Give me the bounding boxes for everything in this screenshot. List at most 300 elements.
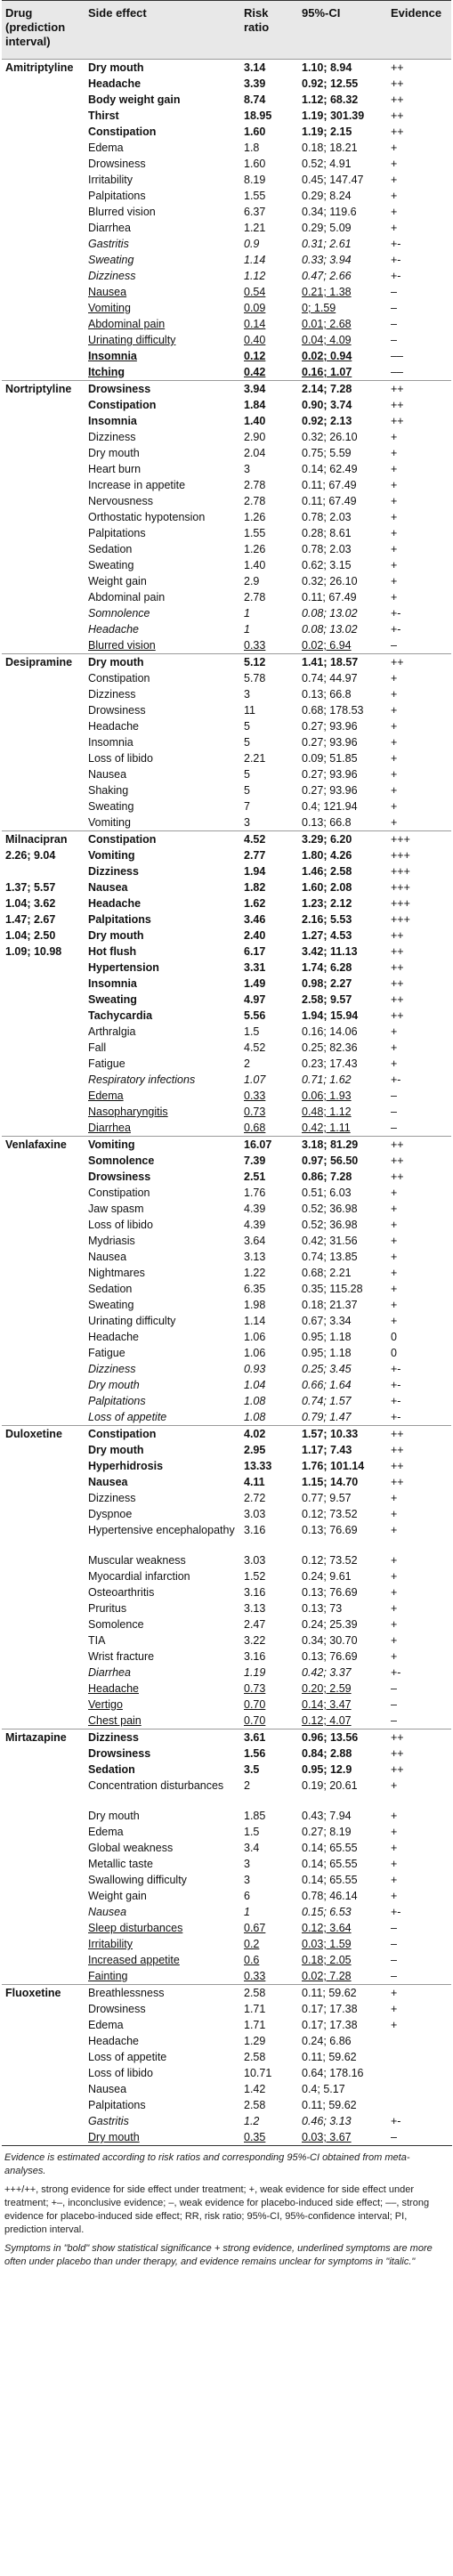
table-row [2, 1008, 451, 1024]
drug-cell-empty [2, 188, 85, 204]
ci-cell: 0.74; 13.85 [302, 1251, 358, 1263]
table-row [2, 1697, 451, 1713]
risk-ratio-cell: 2.95 [244, 1444, 266, 1456]
drug-cell-empty [2, 589, 85, 605]
evidence-cell: +++ [391, 865, 410, 878]
side-effect-cell: TIA [88, 1634, 106, 1647]
risk-ratio-cell: 1.71 [244, 2003, 266, 2015]
table-row [2, 284, 451, 300]
drug-name: Desipramine [2, 654, 85, 671]
ci-cell: 0.27; 8.19 [302, 1826, 352, 1838]
side-effect-cell: Abdominal pain [88, 591, 166, 603]
risk-ratio-cell: 3 [244, 816, 250, 829]
risk-ratio-cell: 1.26 [244, 511, 266, 523]
risk-ratio-cell: 2.21 [244, 752, 266, 765]
ci-cell: 0.13; 73 [302, 1602, 343, 1615]
ci-cell: 3.42; 11.13 [302, 945, 358, 958]
risk-ratio-cell: 5 [244, 768, 250, 781]
drug-cell-empty [2, 445, 85, 461]
side-effect-cell: Weight gain [88, 1890, 147, 1902]
table-row [2, 397, 451, 413]
table-row [2, 140, 451, 156]
ci-cell: 0.31; 2.61 [302, 238, 352, 250]
prediction-interval: 2.26; 9.04 [5, 849, 56, 862]
side-effect-cell: Increase in appetite [88, 479, 186, 491]
ci-cell: 0.67; 3.34 [302, 1315, 352, 1327]
evidence-cell: ++ [391, 93, 404, 106]
risk-ratio-cell: 6.35 [244, 1283, 266, 1295]
ci-cell: 0.27; 93.96 [302, 768, 358, 781]
risk-ratio-cell: 3 [244, 1874, 250, 1886]
evidence-cell: + [391, 800, 398, 813]
side-effect-cell: Weight gain [88, 575, 147, 587]
evidence-cell: ++ [391, 126, 404, 138]
drug-cell-empty [2, 1056, 85, 1072]
ci-cell: 0.66; 1.64 [302, 1379, 352, 1391]
ci-cell: 0.79; 1.47 [302, 1411, 352, 1423]
risk-ratio-cell: 1.98 [244, 1299, 266, 1311]
evidence-cell: 0 [391, 1347, 397, 1359]
risk-ratio-cell: 1.07 [244, 1073, 266, 1086]
side-effect-cell: Drowsiness [88, 1747, 151, 1760]
drug-cell-empty [2, 284, 85, 300]
table-row [2, 316, 451, 332]
drug-cell-empty [2, 2033, 85, 2049]
drug-name: Milnacipran [2, 831, 85, 848]
ci-cell: 0.77; 9.57 [302, 1492, 352, 1504]
side-effect-cell: Gastritis [88, 238, 129, 250]
ci-cell: 1.10; 8.94 [298, 60, 387, 77]
risk-ratio-cell: 3.13 [244, 1251, 266, 1263]
side-effect-cell: Headache [88, 720, 139, 733]
side-effect-cell: Hypertension [88, 961, 159, 974]
side-effect-cell: Loss of appetite [88, 2051, 167, 2063]
risk-ratio-cell: 3.31 [244, 961, 266, 974]
side-effect-cell: Dizziness [88, 270, 136, 282]
side-effect-cell: Vomiting [85, 1137, 240, 1154]
risk-ratio-cell: 1.8 [244, 142, 260, 154]
ci-cell: 0.35; 115.28 [302, 1283, 363, 1295]
ci-cell: 0.4; 5.17 [302, 2083, 345, 2095]
drug-cell-empty [2, 108, 85, 124]
ci-cell: 0.19; 20.61 [302, 1779, 358, 1792]
table-row [2, 734, 451, 750]
side-effect-cell: Sedation [88, 1283, 133, 1295]
drug-cell-empty [2, 477, 85, 493]
side-effect-cell: Edema [88, 142, 124, 154]
risk-ratio-cell: 3.5 [244, 1763, 260, 1776]
evidence-cell: ++ [391, 399, 404, 411]
drug-cell-empty [2, 1665, 85, 1681]
side-effect-cell: Hot flush [88, 945, 137, 958]
ci-cell: 0.34; 30.70 [302, 1634, 358, 1647]
risk-ratio-cell: 0.73 [244, 1682, 266, 1695]
risk-ratio-cell: 1.06 [244, 1347, 266, 1359]
risk-ratio-cell: 0.54 [244, 286, 266, 298]
evidence-cell: + [391, 1634, 398, 1647]
table-row [2, 124, 451, 140]
side-effect-cell: Constipation [88, 1187, 150, 1199]
ci-cell: 1.94; 15.94 [302, 1009, 359, 1022]
side-effect-cell: Wrist fracture [88, 1650, 155, 1663]
drug-cell-empty [2, 2113, 85, 2129]
side-effect-cell: Nausea [88, 1476, 128, 1488]
drug-cell-empty [2, 220, 85, 236]
evidence-cell [387, 2081, 451, 2097]
drug-cell-empty [2, 1808, 85, 1824]
drug-cell-empty [2, 316, 85, 332]
risk-ratio-cell: 1.40 [244, 415, 266, 427]
evidence-cell: ++ [387, 381, 451, 398]
ci-cell: 0.64; 178.16 [302, 2067, 364, 2079]
drug-cell-empty [2, 718, 85, 734]
drug-cell-empty [2, 1616, 85, 1632]
evidence-cell: + [391, 704, 398, 717]
table-row [2, 1824, 451, 1840]
evidence-cell: + [391, 816, 398, 829]
evidence-cell: + [391, 222, 398, 234]
side-effect-cell: Sweating [88, 559, 134, 571]
drug-cell-empty [2, 156, 85, 172]
drug-cell-empty [2, 124, 85, 140]
risk-ratio-cell: 1.08 [244, 1395, 266, 1407]
drug-cell-empty [2, 525, 85, 541]
drug-cell-empty [2, 798, 85, 814]
side-effect-cell: Thirst [88, 109, 119, 122]
ci-cell: 0.28; 8.61 [302, 527, 352, 539]
risk-ratio-cell: 3 [244, 463, 250, 475]
risk-ratio-cell: 2.04 [244, 447, 266, 459]
ci-cell: 0.16; 1.07 [302, 366, 352, 378]
risk-ratio-cell: 1.14 [244, 254, 266, 266]
side-effect-cell: Jaw spasm [88, 1203, 144, 1215]
side-effect-cell: Edema [88, 2019, 124, 2031]
evidence-cell: +- [391, 238, 401, 250]
side-effect-cell: Drowsiness [88, 1171, 151, 1183]
table-row [2, 1936, 451, 1952]
drug-cell-empty [2, 364, 85, 381]
risk-ratio-cell: 1.26 [244, 543, 266, 555]
risk-ratio-cell: 2.51 [244, 1171, 266, 1183]
table-row [2, 879, 451, 895]
side-effect-cell: Vertigo [88, 1698, 123, 1711]
ci-cell: 1.15; 14.70 [302, 1476, 359, 1488]
side-effect-cell: Sedation [88, 1763, 135, 1776]
ci-cell: 0.14; 65.55 [302, 1842, 358, 1854]
table-row [2, 1729, 451, 1746]
drug-cell-empty [2, 172, 85, 188]
table-row [2, 1153, 451, 1169]
risk-ratio-cell: 7 [244, 800, 250, 813]
risk-ratio-cell: 2.72 [244, 1492, 266, 1504]
risk-ratio-cell: 1.21 [244, 222, 266, 234]
ci-cell: 3.29; 6.20 [298, 831, 387, 848]
side-effect-cell: Dizziness [88, 688, 136, 701]
risk-ratio-cell: 1.84 [244, 399, 266, 411]
drug-name: Venlafaxine [2, 1137, 85, 1154]
side-effect-cell: Global weakness [88, 1842, 174, 1854]
side-effect-cell: Somolence [88, 1618, 144, 1631]
ci-cell: 0.14; 3.47 [302, 1698, 352, 1711]
evidence-cell: ++ [387, 654, 451, 671]
evidence-cell: +++ [387, 831, 451, 848]
evidence-cell: – [391, 334, 397, 346]
evidence-cell: – [391, 1106, 397, 1118]
risk-ratio-cell: 1.82 [244, 881, 266, 894]
ci-cell: 1.19; 2.15 [302, 126, 352, 138]
side-effect-cell: Fall [88, 1041, 107, 1054]
side-effect-cell: Drowsiness [88, 704, 146, 717]
evidence-cell: + [391, 672, 398, 685]
drug-cell-empty [2, 1185, 85, 1201]
table-row [2, 1393, 451, 1409]
table-row [2, 1522, 451, 1552]
header-ci: 95%-CI [298, 1, 387, 60]
drug-cell-empty [2, 1936, 85, 1952]
risk-ratio-cell: 2.78 [244, 495, 266, 507]
evidence-cell: + [391, 495, 398, 507]
table-row [2, 895, 451, 911]
side-effect-cell: Blurred vision [88, 206, 156, 218]
risk-ratio-cell: 3.46 [244, 913, 266, 926]
header-side-effect: Side effect [85, 1, 240, 60]
risk-ratio-cell: 1.2 [244, 2115, 260, 2127]
ci-cell: 0.11; 67.49 [302, 591, 357, 603]
table-header [2, 1, 451, 60]
drug-cell-empty [2, 1872, 85, 1888]
risk-ratio-cell: 1.04 [244, 1379, 266, 1391]
ci-cell: 0.02; 0.94 [302, 350, 352, 362]
risk-ratio-cell: 0.09 [244, 302, 266, 314]
drug-cell-empty [2, 2129, 85, 2145]
ci-cell: 0.75; 5.59 [302, 447, 352, 459]
drug-cell-empty [2, 2001, 85, 2017]
evidence-cell: ++ [391, 1171, 404, 1183]
evidence-cell: + [391, 1890, 398, 1902]
drug-cell-empty [2, 976, 85, 992]
ci-cell: 0.18; 21.37 [302, 1299, 358, 1311]
side-effect-cell: Increased appetite [88, 1954, 180, 1966]
prediction-interval: 1.47; 2.67 [5, 913, 56, 926]
drug-cell-empty [2, 1361, 85, 1377]
ci-cell: 1.41; 18.57 [298, 654, 387, 671]
risk-ratio-cell: 1.49 [244, 977, 266, 990]
risk-ratio-cell: 2.78 [244, 591, 266, 603]
side-effect-cell: Fatigue [88, 1347, 125, 1359]
drug-cell-empty [2, 1632, 85, 1648]
side-effect-cell: Nausea [88, 2083, 127, 2095]
table-row [2, 782, 451, 798]
evidence-cell: + [391, 1025, 398, 1038]
side-effect-cell: Blurred vision [88, 639, 156, 652]
drug-cell-empty [2, 1648, 85, 1665]
evidence-cell: – [391, 1970, 397, 1982]
evidence-cell: + [391, 752, 398, 765]
footnote-evidence: Evidence is estimated according to risk ratios and corresponding 95%-CI obtained from meta-analyses. [4, 2152, 410, 2176]
drug-cell-empty [2, 1952, 85, 1968]
drug-cell-empty [2, 621, 85, 637]
ci-cell: 2.58; 9.57 [302, 993, 352, 1006]
drug-cell-empty [2, 573, 85, 589]
drug-cell-empty [2, 332, 85, 348]
table-row [2, 1490, 451, 1506]
table-row [2, 76, 451, 92]
side-effect-cell: Nervousness [88, 495, 153, 507]
side-effect-cell: Diarrhea [88, 222, 131, 234]
footnote-formatting: Symptoms in "bold" show statistical significance + strong evidence, underlined symptoms are more often under placebo than under therapy, and evidence remains unclear for symptoms in "italic." [4, 2243, 433, 2267]
evidence-cell: + [391, 463, 398, 475]
table-row [2, 1442, 451, 1458]
risk-ratio-cell: 5.56 [244, 1009, 266, 1022]
table-row [2, 1778, 451, 1808]
evidence-cell: + [391, 1570, 398, 1583]
table-row [2, 1426, 451, 1443]
evidence-cell: ++ [391, 945, 404, 958]
side-effect-cell: Dizziness [88, 1363, 136, 1375]
evidence-cell: ++ [391, 415, 404, 427]
table-row [2, 1713, 451, 1729]
table-row [2, 928, 451, 944]
risk-ratio-cell: 1.94 [244, 865, 266, 878]
drug-cell-empty [2, 750, 85, 766]
side-effect-cell: Sweating [88, 993, 137, 1006]
side-effect-cell: Tachycardia [88, 1009, 153, 1022]
drug-cell-empty [2, 1233, 85, 1249]
ci-cell: 0.90; 3.74 [302, 399, 352, 411]
ci-cell: 0.43; 7.94 [302, 1810, 352, 1822]
side-effect-cell: Hypertensive encephalopathy [88, 1524, 235, 1536]
ci-cell: 0.25; 82.36 [302, 1041, 358, 1054]
risk-ratio-cell: 0.40 [244, 334, 266, 346]
evidence-cell: + [387, 1985, 451, 2002]
side-effect-cell: Urinating difficulty [88, 334, 176, 346]
table-row [2, 847, 451, 863]
side-effect-cell: Headache [88, 897, 142, 910]
evidence-cell: ++ [391, 1444, 404, 1456]
ci-cell: 0.98; 2.27 [302, 977, 352, 990]
evidence-cell: + [391, 142, 398, 154]
evidence-cell: + [391, 2019, 398, 2031]
ci-cell: 0.92; 2.13 [302, 415, 352, 427]
evidence-cell: + [391, 1826, 398, 1838]
ci-cell: 0.25; 3.45 [302, 1363, 352, 1375]
ci-cell: 0.71; 1.62 [302, 1073, 352, 1086]
table-body [2, 60, 451, 2146]
evidence-cell: +- [391, 1363, 401, 1375]
table-row [2, 1056, 451, 1072]
drug-cell-empty [2, 1249, 85, 1265]
risk-ratio-cell: 1.22 [244, 1267, 266, 1279]
table-row [2, 589, 451, 605]
drug-cell-empty [2, 461, 85, 477]
side-effect-cell: Drowsiness [85, 381, 240, 398]
evidence-cell: +++ [391, 897, 410, 910]
drug-cell-empty [2, 1746, 85, 1762]
evidence-cell: – [391, 1090, 397, 1102]
table-row [2, 1249, 451, 1265]
risk-ratio-cell: 1.5 [244, 1826, 260, 1838]
risk-ratio-cell: 1.60 [244, 126, 266, 138]
side-effect-cell: Vomiting [88, 816, 131, 829]
ci-cell: 0.11; 67.49 [302, 479, 357, 491]
evidence-cell: – [391, 1698, 397, 1711]
evidence-cell: ++ [391, 109, 404, 122]
header-drug: Drug (prediction interval) [2, 1, 85, 60]
table-row [2, 188, 451, 204]
table-row [2, 798, 451, 814]
prediction-interval [2, 863, 85, 879]
ci-cell: 0.47; 2.66 [302, 270, 352, 282]
side-effect-cell: Hyperhidrosis [88, 1460, 164, 1472]
evidence-cell: + [391, 1057, 398, 1070]
evidence-cell: + [391, 784, 398, 797]
table-row [2, 654, 451, 671]
evidence-cell: + [391, 1283, 398, 1295]
side-effect-cell: Myocardial infarction [88, 1570, 190, 1583]
table-row [2, 108, 451, 124]
drug-cell-empty [2, 1313, 85, 1329]
evidence-cell: – [391, 2131, 397, 2143]
risk-ratio-cell: 1.76 [244, 1187, 266, 1199]
evidence-cell: + [391, 1524, 398, 1536]
ci-cell: 0.13; 66.8 [302, 816, 352, 829]
ci-cell: 0.02; 7.28 [302, 1970, 352, 1982]
evidence-cell: + [391, 1203, 398, 1215]
risk-ratio-cell: 2.9 [244, 575, 260, 587]
table-row [2, 1024, 451, 1040]
risk-ratio-cell: 1.5 [244, 1025, 260, 1038]
side-effect-cell: Somnolence [88, 607, 150, 620]
side-effects-table [2, 0, 451, 2145]
risk-ratio-cell: 2.58 [244, 2099, 266, 2111]
risk-ratio-cell: 0.35 [244, 2131, 266, 2143]
ci-cell: 0.78; 2.03 [302, 543, 352, 555]
evidence-cell: + [391, 1858, 398, 1870]
table-row [2, 1104, 451, 1120]
ci-cell: 0.27; 93.96 [302, 736, 358, 749]
ci-cell: 0.23; 17.43 [302, 1057, 358, 1070]
drug-cell-empty [2, 268, 85, 284]
risk-ratio-cell: 1.55 [244, 527, 266, 539]
evidence-cell: ++ [387, 1137, 451, 1154]
side-effect-cell: Swallowing difficulty [88, 1874, 187, 1886]
evidence-cell: ++ [391, 929, 404, 942]
side-effect-cell: Dry mouth [88, 1379, 140, 1391]
risk-ratio-cell: 3.16 [244, 1524, 266, 1536]
ci-cell: 0.01; 2.68 [302, 318, 352, 330]
side-effect-cell: Headache [88, 1331, 139, 1343]
side-effect-cell: Palpitations [88, 1395, 146, 1407]
side-effect-cell: Dyspnoe [88, 1508, 133, 1520]
evidence-cell: + [391, 1187, 398, 1199]
risk-ratio-cell: 6.17 [244, 945, 266, 958]
ci-cell: 0.52; 36.98 [302, 1203, 358, 1215]
table-row [2, 2129, 451, 2145]
drug-cell-empty [2, 637, 85, 654]
drug-cell-empty [2, 429, 85, 445]
risk-ratio-cell: 0.33 [244, 639, 266, 652]
ci-cell: 1.76; 101.14 [302, 1460, 365, 1472]
side-effect-cell: Abdominal pain [88, 318, 166, 330]
side-effect-cell: Sleep disturbances [88, 1922, 183, 1934]
drug-cell-empty [2, 76, 85, 92]
ci-cell: 0.68; 178.53 [302, 704, 364, 717]
risk-ratio-cell: 8.19 [244, 174, 266, 186]
evidence-cell: – [391, 302, 397, 314]
drug-cell-empty [2, 1490, 85, 1506]
evidence-cell: + [391, 1602, 398, 1615]
drug-cell-empty [2, 1169, 85, 1185]
